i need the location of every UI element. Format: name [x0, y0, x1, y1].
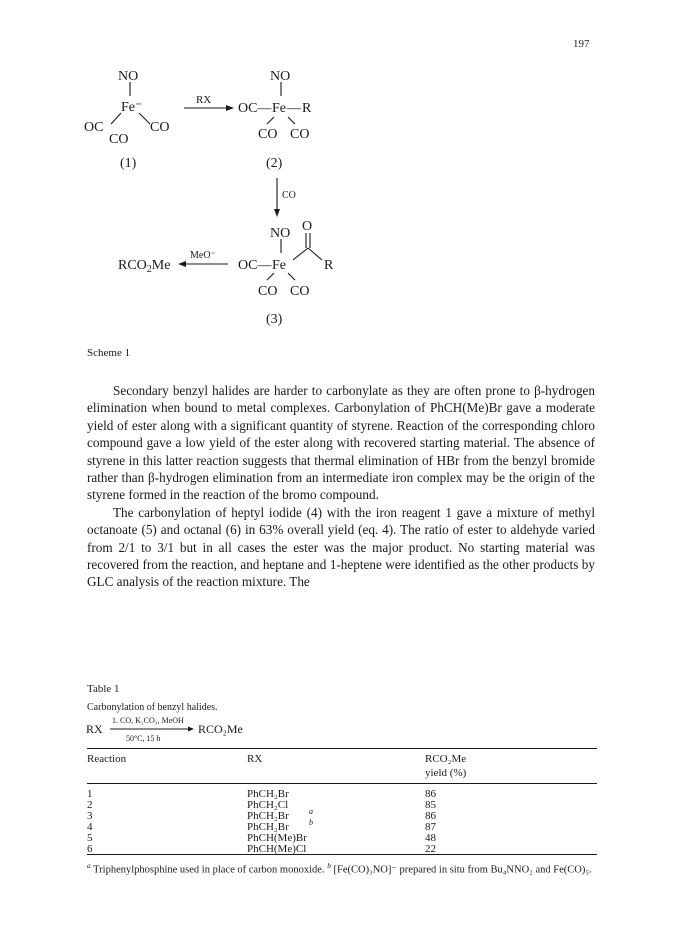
scheme-bond [288, 273, 295, 280]
scheme-co-3b: CO [290, 284, 310, 299]
eq-product: RCO₂Me [198, 722, 243, 736]
table-cell-yield: 22 [425, 843, 436, 855]
arrowhead [188, 727, 194, 732]
table-cell-yield: 85 [425, 799, 436, 811]
paragraph: The carbonylation of heptyl iodide (4) with the iron reagent 1 gave a mixture of methyl octanoate (5) and octanal (6) in 63% overall yield (eq. 4). The ratio of ester to aldehyde varied from 2/1 to 3/1 but in all cases the ester was the major product. No starting material was recovered from the reaction, and heptane and 1-heptene were identified as the other products by GLC analysis of the reaction mixture. The [87, 504, 595, 590]
scheme-co-1a: CO [109, 132, 129, 147]
col-header-yield: yield (%) [425, 767, 467, 779]
table-cell-reaction: 4 [87, 821, 93, 833]
page-number: 197 [573, 38, 590, 50]
table-cell-rx: PhCH₂Br [247, 788, 289, 800]
scheme-no-1: NO [118, 69, 139, 84]
scheme-bond [288, 117, 295, 124]
table-footnote-mark: a [309, 807, 313, 816]
scheme-bond [267, 117, 274, 124]
table-cell-rx: PhCH(Me)Br [247, 832, 307, 844]
scheme-co-3a: CO [258, 284, 278, 299]
footnote-b-mark: b [327, 861, 331, 870]
paragraph: Secondary benzyl halides are harder to carbonylate as they are often prone to β-hydrogen elimination when bound to metal complexes. Carbonylation of PhCH(Me)Br gave a moderate yield of ester along with a significant quantity of styrene. Reaction of the corresponding chloro compound gave a low yield of the ester along with recovered starting material. The absence of styrene in this latter reaction suggests that thermal elimination of HBr from the benzyl bromide rather than β-hydrogen elimination from an intermediate iron complex may be the origin of the styrene formed in the reaction of the bromo compound. [87, 383, 595, 503]
footnote-a-mark: a [87, 861, 91, 870]
table-cell-yield: 87 [425, 821, 436, 833]
scheme-no-3: NO [270, 226, 291, 241]
scheme-reagent-meo: MeO⁻ [190, 250, 216, 261]
table-cell-yield: 86 [425, 788, 436, 800]
eq-conditions-top: 1. CO, K₂CO₃, MeOH [112, 716, 184, 725]
table-cell-rx: PhCH(Me)Cl [247, 843, 307, 855]
scheme-no-2: NO [270, 69, 291, 84]
table-rule-header [87, 783, 597, 784]
scheme-fe-3: Fe [272, 258, 286, 273]
scheme-co-2b: CO [290, 127, 310, 142]
table-title: Table 1 [87, 683, 120, 695]
scheme-bond [308, 248, 322, 260]
footnote-a: Triphenylphosphine used in place of carbon monoxide. [93, 864, 325, 876]
table-cell-reaction: 5 [87, 832, 93, 844]
scheme-oc-2: OC— [238, 101, 272, 116]
scheme-co-1b: CO [150, 120, 170, 135]
scheme-caption: Scheme 1 [87, 347, 131, 359]
table-rule-bottom [87, 854, 597, 855]
table-cell-reaction: 2 [87, 799, 93, 811]
table-footnote [87, 858, 597, 878]
scheme-r-3: R [324, 258, 334, 273]
scheme-fe-1: Fe⁻ [121, 100, 143, 115]
scheme-label-3: (3) [266, 312, 283, 327]
arrowhead [178, 261, 186, 267]
scheme-product: $RCO_2Me$ [118, 258, 171, 275]
eq-reactant: RX [86, 722, 103, 736]
arrowhead [226, 105, 234, 111]
table-cell-rx: PhCH₂Br [247, 810, 289, 822]
col-header-rx: RX [247, 753, 263, 765]
scheme-co-2a: CO [258, 127, 278, 142]
scheme-reagent-co: CO [282, 190, 296, 201]
scheme-fe-r-bond: — [287, 101, 301, 116]
table-cell-reaction: 3 [87, 810, 93, 822]
table-caption: Carbonylation of benzyl halides. [87, 702, 218, 713]
table-equation [84, 713, 284, 745]
footnote-b: [Fe(CO)₃NO]⁻ prepared in situ from Bu₄NNO₂ and Fe(CO)₅. [333, 864, 592, 876]
scheme-acyl-o: O [302, 219, 313, 234]
scheme-bond [293, 248, 308, 260]
table-cell-reaction: 1 [87, 788, 93, 800]
reaction-scheme [0, 0, 680, 340]
scheme-r-2: R [302, 101, 312, 116]
table-footnote-mark: b [309, 818, 313, 827]
body-text [87, 382, 595, 591]
table-cell-rx: PhCH₂Br [247, 821, 289, 833]
scheme-label-1: (1) [120, 156, 137, 171]
arrowhead [274, 209, 280, 217]
scheme-fe-2: Fe [272, 101, 286, 116]
scheme-reagent-rx: RX [196, 94, 212, 106]
table-cell-reaction: 6 [87, 843, 93, 855]
table-rule-top [87, 748, 597, 749]
table-cell-yield: 48 [425, 832, 436, 844]
col-header-reaction: Reaction [87, 753, 127, 765]
eq-conditions-bottom: 50°C, 15 h [126, 734, 161, 743]
table-cell-yield: 86 [425, 810, 436, 822]
scheme-bond [267, 273, 274, 280]
scheme-oc-3: OC— [238, 258, 272, 273]
scheme-bond [111, 113, 121, 124]
scheme-oc-1: OC [84, 120, 104, 135]
col-header-product: RCO₂Me [425, 753, 467, 765]
scheme-label-2: (2) [266, 156, 283, 171]
table-cell-rx: PhCH₂Cl [247, 799, 289, 811]
